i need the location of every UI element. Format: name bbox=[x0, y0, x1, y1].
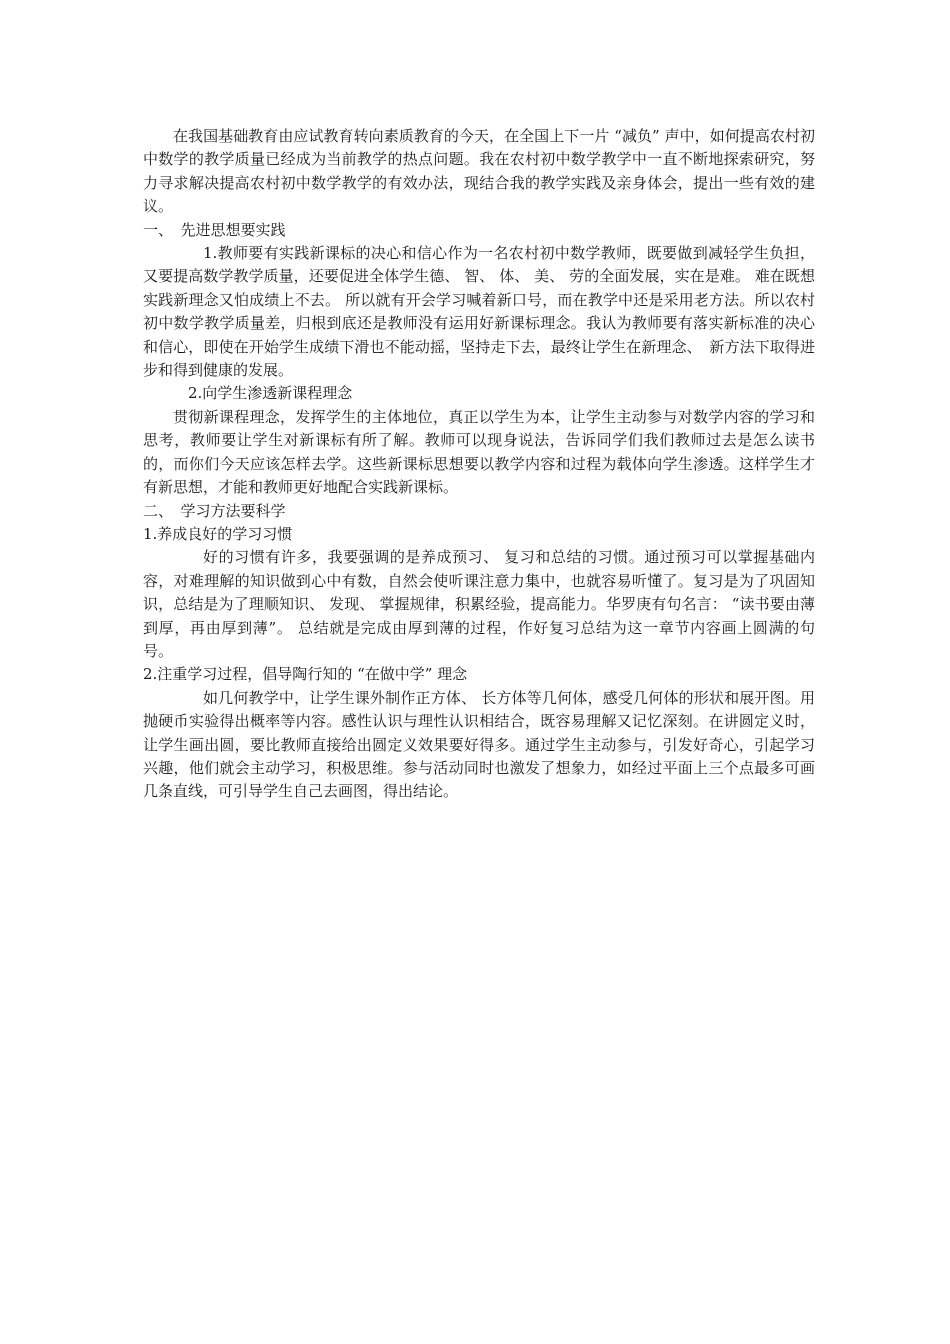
section1-item2-heading: 2.向学生渗透新课程理念 bbox=[188, 384, 353, 403]
section2-item2-paragraph: 如几何教学中，让学生课外制作正方体、 长方体等几何体，感受几何体的形状和展开图。用抛硬币实验得出概率等内容。感性认识与理性认识相结合，既容易理解又记忆深刻。在讲圆定义时，让学生画出圆，要比教师直接给出圆定义效果要好得多。通过学生主动参与，引发好奇心，引起学习兴趣，他们就会主动学习，积极思维。参与活动同时也激发了想象力，如经过平面上三个点最多可画几条直线，可引导学生自己去画图，得出结论。 bbox=[143, 688, 815, 801]
section2-item2-heading: 2.注重学习过程，倡导陶行知的 “在做中学” 理念 bbox=[143, 665, 468, 684]
intro-paragraph: 在我国基础教育由应试教育转向素质教育的今天，在全国上下一片 “减负” 声中，如何提高农村初中数学的教学质量已经成为当前教学的热点问题。我在农村初中数学教学中一直不断地探索研究，努力寻求解决提高农村初中数学教学的有效办法，现结合我的教学实践及亲身体会，提出一些有效的建议。 bbox=[143, 127, 815, 216]
section1-heading: 一、 先进思想要实践 bbox=[143, 220, 286, 239]
section2-item1-heading: 1.养成良好的学习习惯 bbox=[143, 524, 293, 543]
section1-item2-paragraph: 贯彻新课程理念，发挥学生的主体地位，真正以学生为本，让学生主动参与对数学内容的学习和思考，教师要让学生对新课标有所了解。教师可以现身说法，告诉同学们我们教师过去是怎么读书的，而你们今天应该怎样去学。这些新课标思想要以教学内容和过程为载体向学生渗透。这样学生才有新思想，才能和教师更好地配合实践新课标。 bbox=[143, 407, 815, 497]
section2-heading: 二、 学习方法要科学 bbox=[143, 501, 286, 520]
document-page bbox=[143, 125, 815, 804]
section2-item1-paragraph: 好的习惯有许多，我要强调的是养成预习、 复习和总结的习惯。通过预习可以掌握基础内容，对难理解的知识做到心中有数，自然会使听课注意力集中，也就容易听懂了。复习是为了巩固知识，总结是为了理顺知识、 发现、 掌握规律，积累经验，提高能力。华罗庚有句名言： “读书要由薄到厚，再由厚到薄”。 总结就是完成由厚到薄的过程，作好复习总结为这一章节内容画上圆满的句号。 bbox=[143, 548, 815, 660]
section1-item1-paragraph: 1.教师要有实践新课标的决心和信心作为一名农村初中数学教师，既要做到减轻学生负担，又要提高数学教学质量，还要促进全体学生德、 智、 体、 美、 劳的全面发展，实在是难。 难在既想实践新理念又怕成绩上不去。 所以就有开会学习喊着新口号，而在教学中还是采用老方法。所以农村初中数学教学质量差，归根到底还是教师没有运用好新课标理念。我认为教师要有落实新标准的决心和信心，即使在开始学生成绩下滑也不能动摇，坚持走下去，最终让学生在新理念、 新方法下取得进步和得到健康的发展。 bbox=[143, 244, 815, 380]
